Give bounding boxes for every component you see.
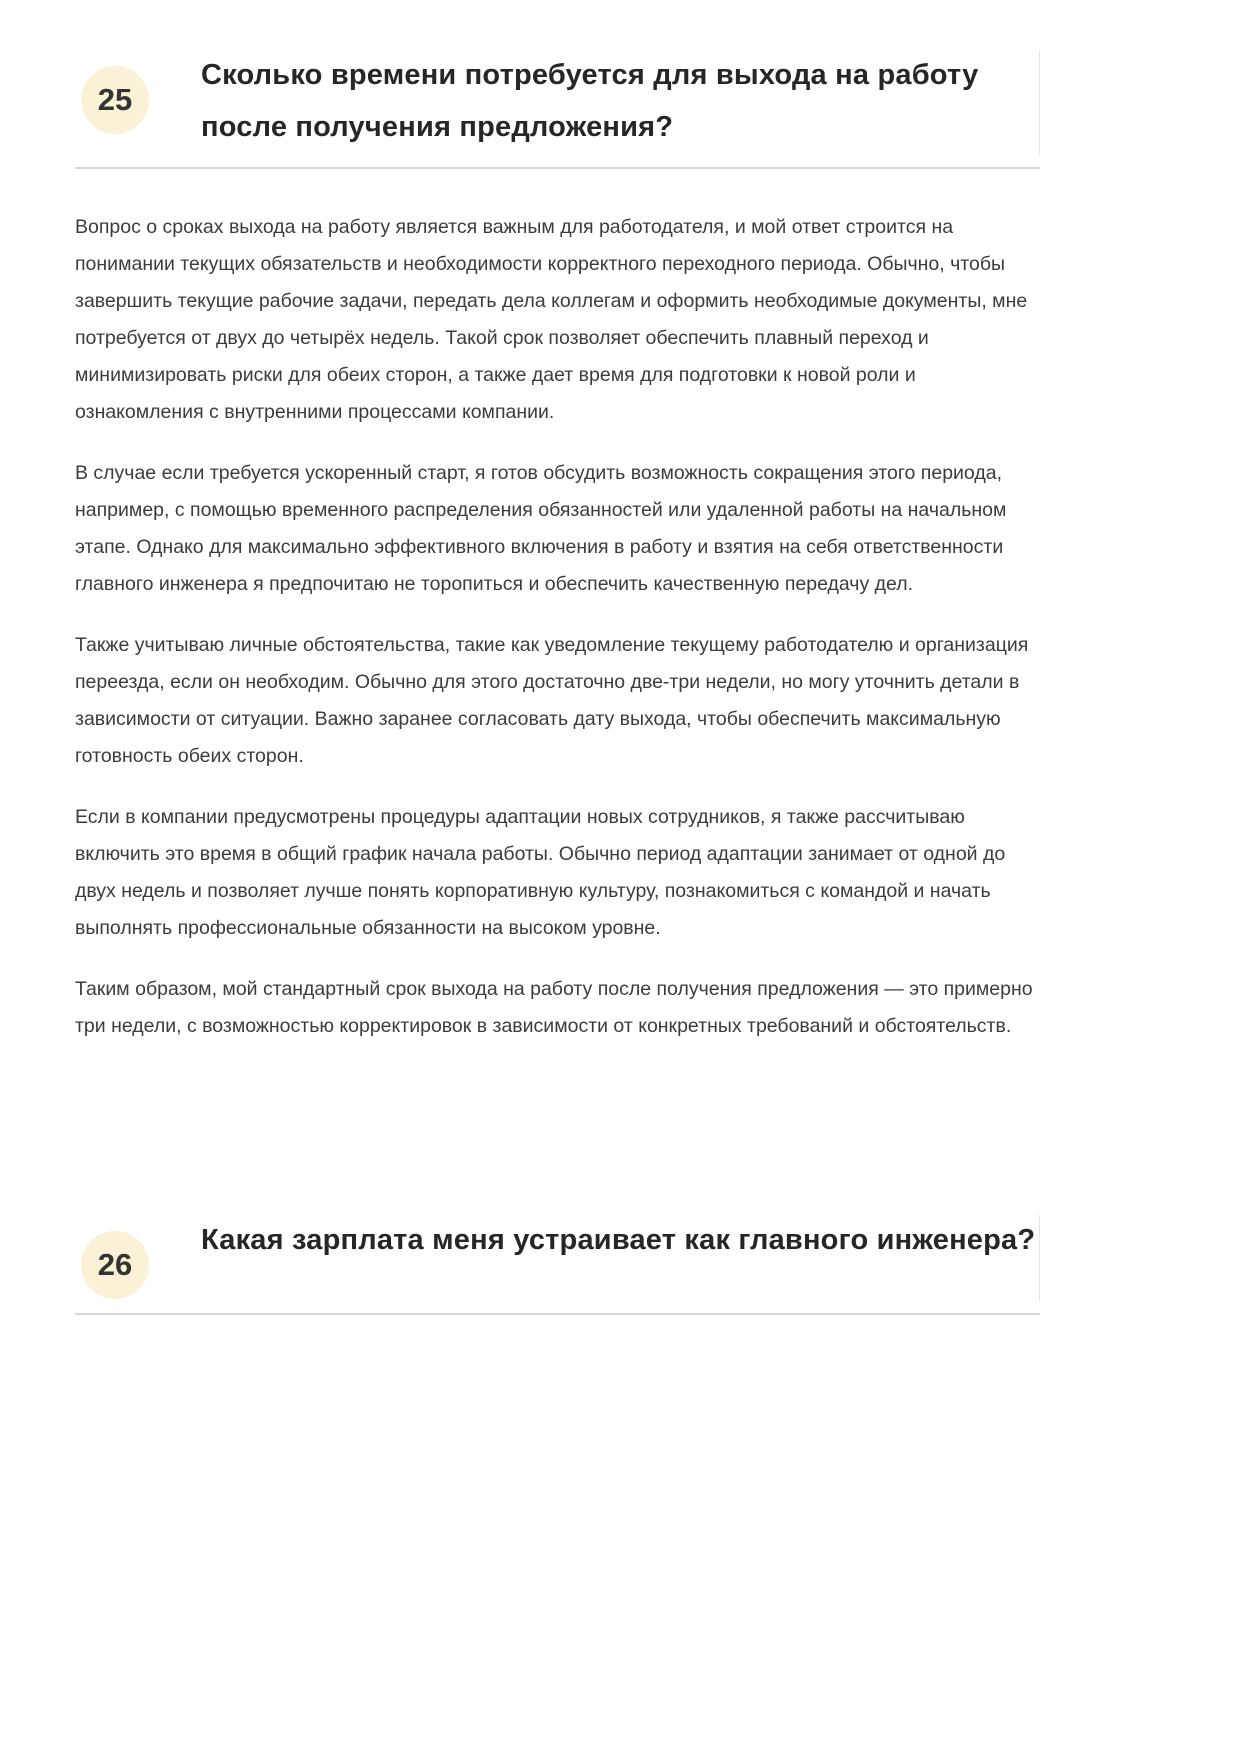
answer-paragraph: Таким образом, мой стандартный срок выхода на работу после получения предложения — это примерно три недели, с возможностью корректировок в зависимости от конкретных требований и обстоятельств. <box>75 978 1033 1038</box>
answer-paragraph: Если в компании предусмотрены процедуры адаптации новых сотрудников, я также рассчитываю включить это время в общий график начала работы. Обычно период адаптации занимает от одной до двух недель и позволяет лучше понять корпоративную культуру, познакомиться с командой и начать выполнять профессиональные обязанности на высоком уровне. <box>75 806 1006 940</box>
answer-paragraph: Также учитываю личные обстоятельства, такие как уведомление текущему работодателю и организация переезда, если он необходим. Обычно для этого достаточно две-три недели, но могу уточнить детали в зависимости от ситуации. Важно заранее согласовать дату выхода, чтобы обеспечить максимальную готовность обеих сторон. <box>75 634 1029 768</box>
answer-paragraph: В случае если требуется ускоренный старт, я готов обсудить возможность сокращения этого периода, например, с помощью временного распределения обязанностей или удаленной работы на начальном этапе. Однако для максимально эффективного включения в работу и взятия на себя ответственности главного инженера я предпочитаю не торопиться и обеспечить качественную передачу дел. <box>75 462 1007 596</box>
document-content <box>75 50 1040 1315</box>
heading-divider <box>75 1313 1040 1315</box>
question-number-badge: 25 <box>81 66 149 134</box>
question-section-26 <box>75 1215 1040 1315</box>
section-header-25 <box>75 50 1040 155</box>
answer-body <box>75 209 1040 1045</box>
question-title: Сколько времени потребуется для выхода на работу после получения предложения? <box>201 59 979 143</box>
heading-divider <box>75 167 1040 169</box>
question-number-badge: 26 <box>81 1231 149 1299</box>
section-header-26 <box>75 1215 1040 1301</box>
answer-paragraph: Вопрос о сроках выхода на работу является важным для работодателя, и мой ответ строится на понимании текущих обязательств и необходимости корректного переходного периода. Обычно, чтобы завершить текущие рабочие задачи, передать дела коллегам и оформить необходимые документы, мне потребуется от двух до четырёх недель. Такой срок позволяет обеспечить плавный переход и минимизировать риски для обеих сторон, а также дает время для подготовки к новой роли и ознакомления с внутренними процессами компании. <box>75 216 1028 424</box>
question-title: Какая зарплата меня устраивает как главного инженера? <box>201 1224 1036 1257</box>
question-section-25 <box>75 50 1040 1045</box>
